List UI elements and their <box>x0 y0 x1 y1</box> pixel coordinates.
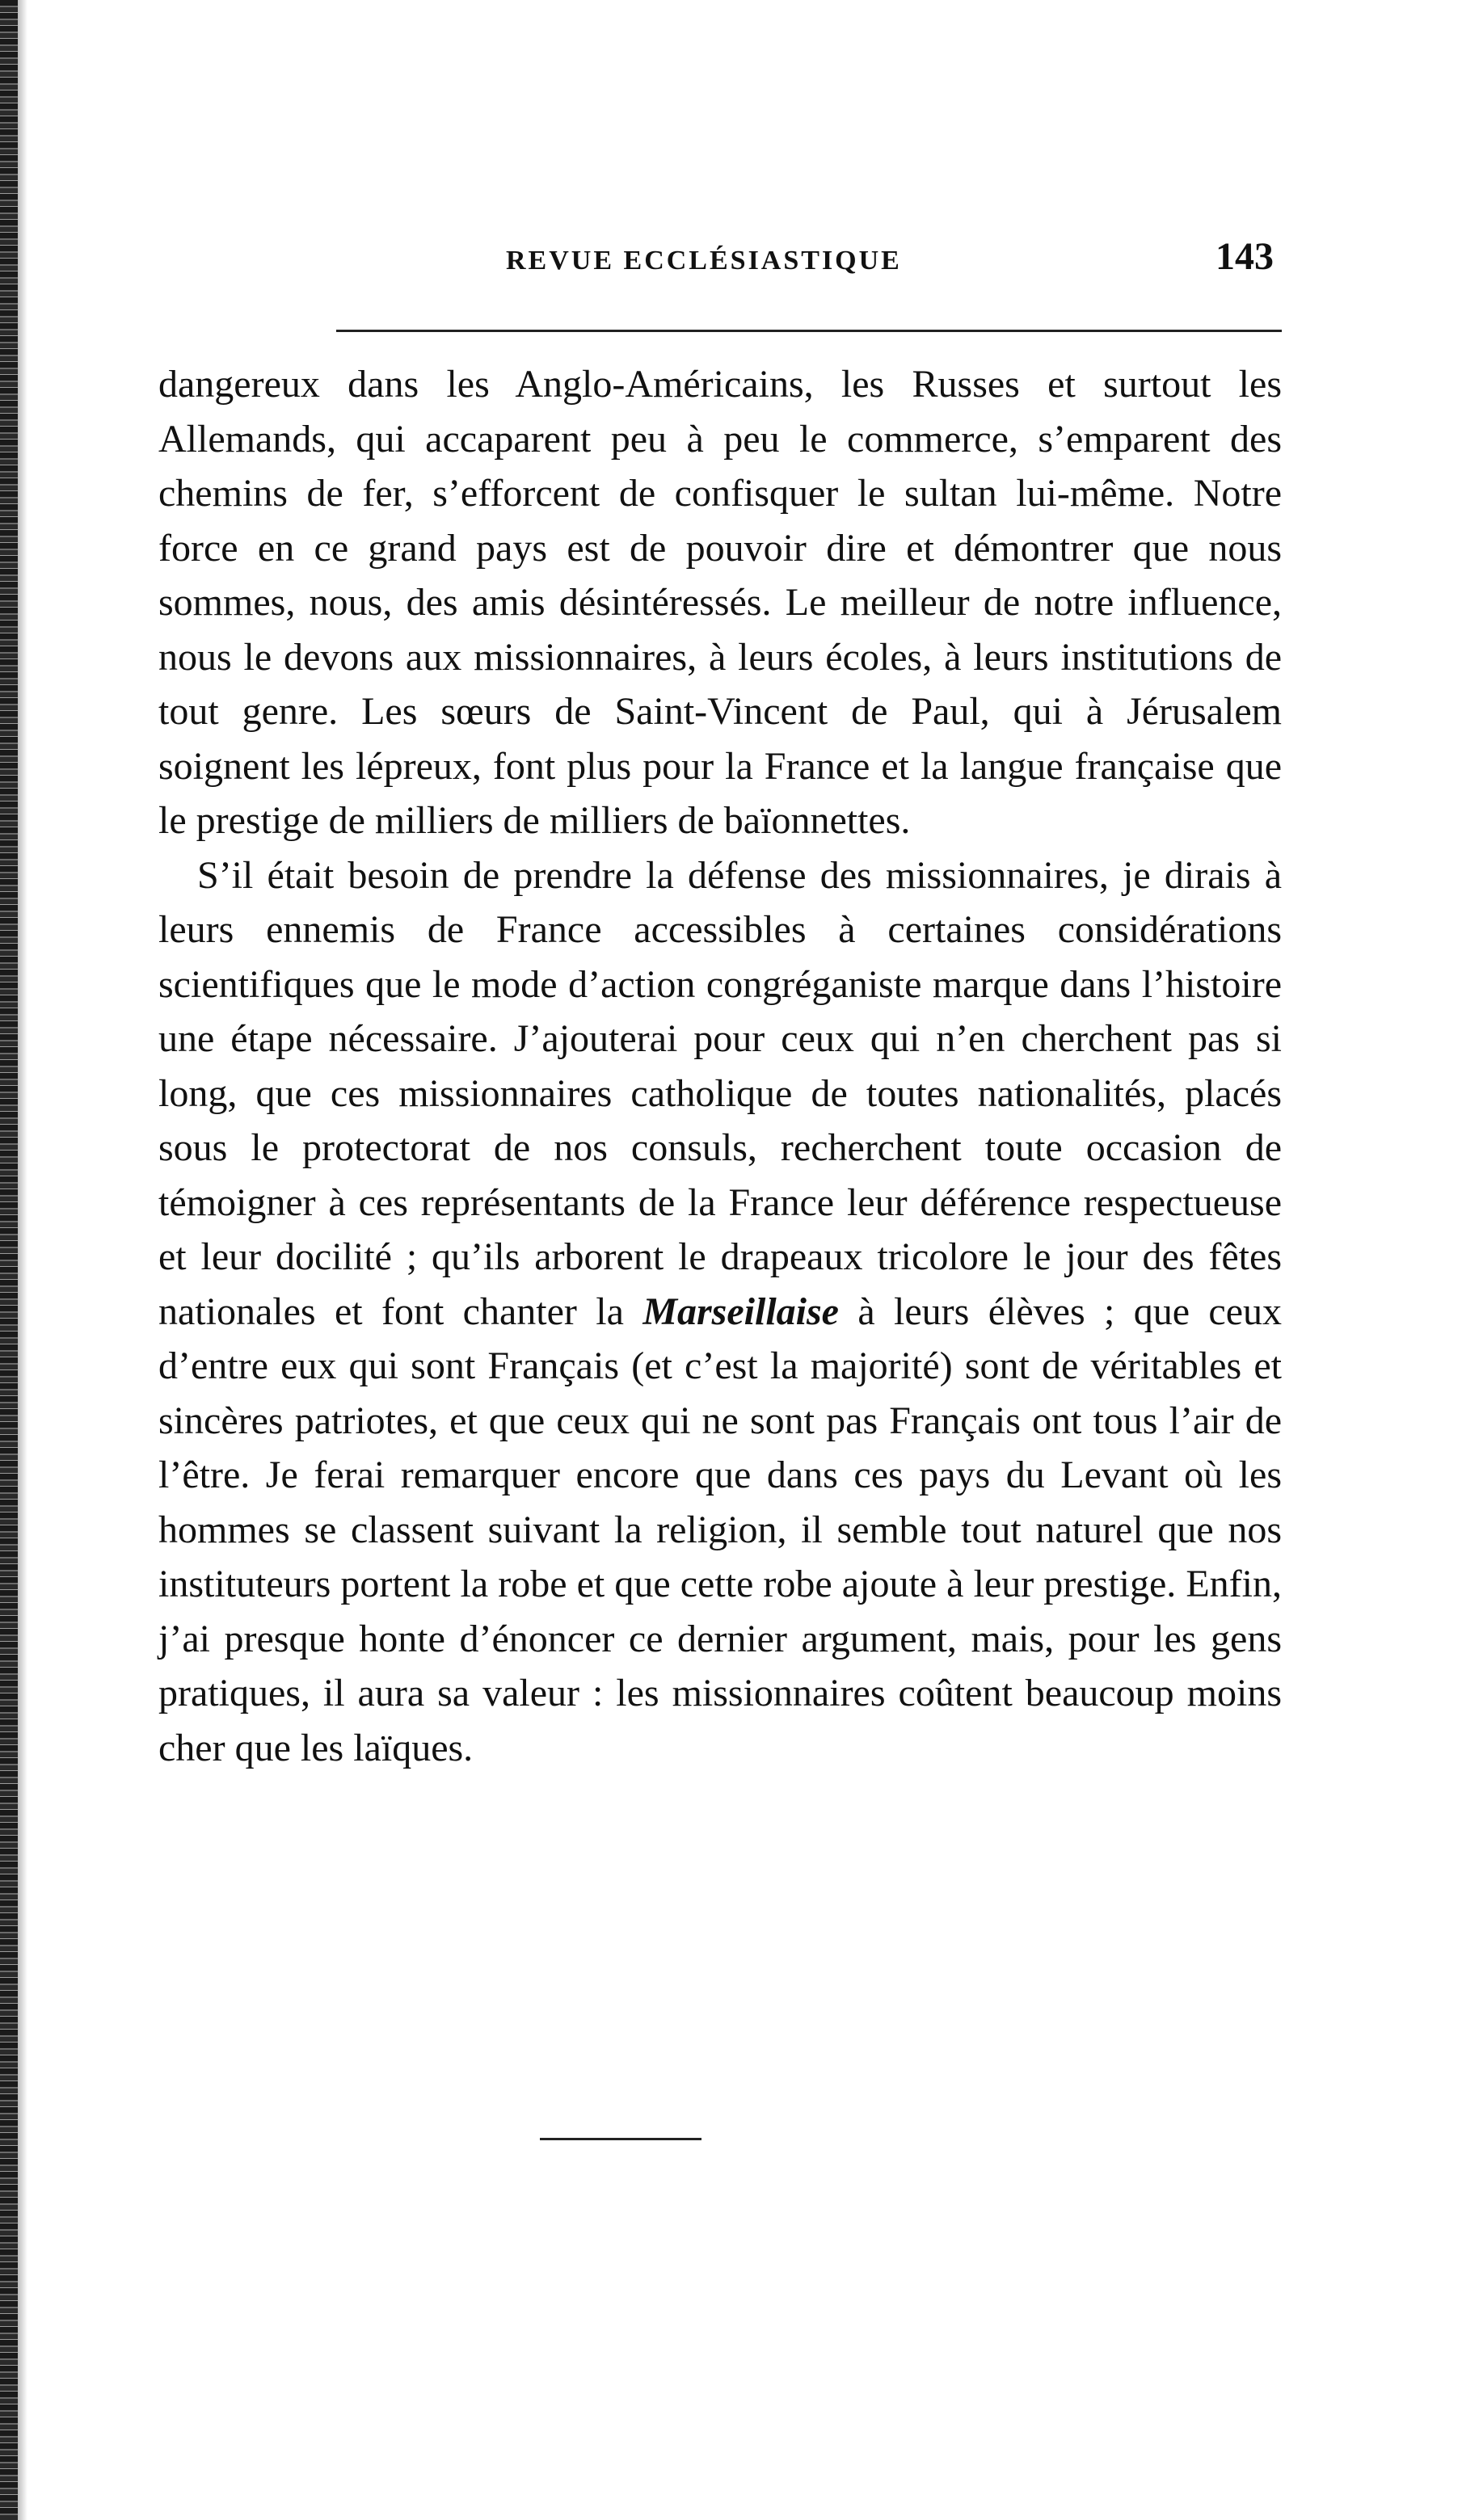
paragraph-2-start: S’il était besoin de prendre la défense des missionnaires, je dirais à leurs ennemis de France accessibles à certaines considérations scientifiques que le mode d’action congréganiste marque dans l’histoire une étape nécessaire. J’ajouterai pour ceux qui n’en cherchent pas si long, que ces missionnaires catholique de toutes nationalités, placés sous le protectorat de nos consuls, recherchent toute occasion de témoigner à ces représentants de la France leur déférence respectueuse et leur docilité ; qu’ils arborent le drapeaux tricolore le jour des fêtes nationales et font chanter la <box>158 853 1282 1333</box>
section-end-rule <box>540 2138 701 2140</box>
paragraph-2 <box>158 848 1282 1776</box>
page-number: 143 <box>1215 235 1274 278</box>
body-text <box>158 357 1282 1775</box>
running-title: REVUE ECCLÉSIASTIQUE <box>506 246 902 276</box>
scan-edge-shadow <box>18 0 27 2520</box>
scan-edge-artifact <box>0 0 18 2520</box>
paragraph-2-end: à leurs élèves ; que ceux d’entre eux qui sont Français (et c’est la majorité) sont de véritables et sincères patriotes, et que ceux qui ne sont pas Français ont tous l’air de l’être. Je ferai remarquer encore que dans ces pays du Levant où les hommes se classent suivant la religion, il semble tout naturel que nos instituteurs portent la robe et que cette robe ajoute à leur prestige. Enfin, j’ai presque honte d’énoncer ce dernier argument, mais, pour les gens pratiques, il aura sa valeur : les missionnaires coûtent beaucoup moins cher que les laïques. <box>158 1289 1283 1769</box>
italic-title-marseillaise: Marseillaise <box>642 1289 839 1333</box>
page-header <box>158 234 1274 291</box>
header-rule <box>336 330 1282 332</box>
paragraph-1: dangereux dans les Anglo-Américains, les Russes et surtout les Allemands, qui accaparent peu à peu le commerce, s’emparent des chemins de fer, s’efforcent de confisquer le sultan lui-même. Notre force en ce grand pays est de pouvoir dire et démontrer que nous sommes, nous, des amis désintéressés. Le meilleur de notre influence, nous le devons aux missionnaires, à leurs écoles, à leurs institutions de tout genre. Les sœurs de Saint-Vincent de Paul, qui à Jérusalem soignent les lépreux, font plus pour la France et la langue française que le prestige de milliers de milliers de baïonnettes. <box>158 363 1282 842</box>
